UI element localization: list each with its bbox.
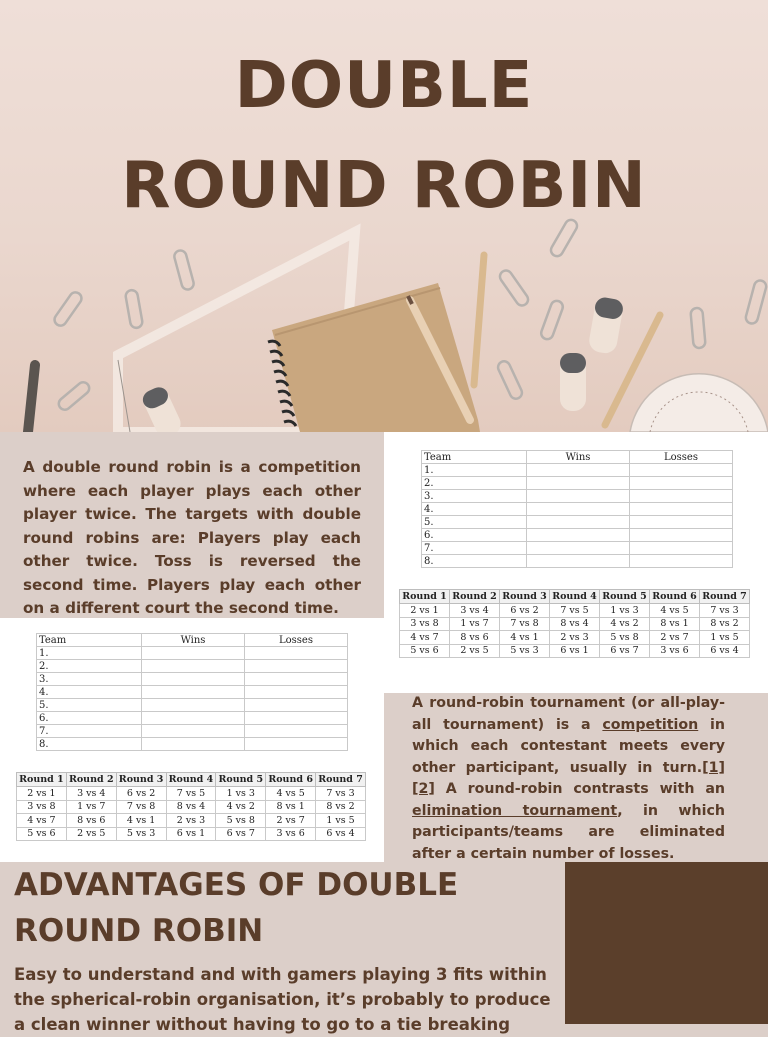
match-cell: 5 vs 3 — [116, 827, 166, 841]
match-cell: 8 vs 1 — [650, 617, 700, 631]
round-header: Round 4 — [550, 590, 600, 604]
title-line-1: DOUBLE — [234, 49, 534, 123]
page-title — [0, 36, 768, 236]
match-cell: 6 vs 1 — [550, 644, 600, 658]
match-cell: 1 vs 3 — [600, 604, 650, 618]
table-row — [422, 516, 733, 529]
pen-icon — [28, 365, 35, 432]
table-row — [17, 827, 366, 841]
brown-accent-block — [565, 862, 768, 1024]
tables-panel-left — [0, 618, 384, 862]
match-cell: 3 vs 8 — [17, 800, 67, 814]
match-cell: 8 vs 2 — [316, 800, 366, 814]
match-cell: 5 vs 8 — [600, 631, 650, 645]
table-row — [37, 660, 348, 673]
team-number: 6. — [37, 712, 142, 725]
table-row — [37, 686, 348, 699]
eraser-icon — [560, 353, 586, 411]
standings-header-wins: Wins — [142, 634, 245, 647]
competition-link[interactable]: competition — [602, 716, 699, 733]
match-cell: 4 vs 5 — [266, 787, 316, 801]
team-number: 8. — [422, 555, 527, 568]
match-cell: 2 vs 5 — [66, 827, 116, 841]
team-number: 4. — [422, 503, 527, 516]
text-span: , in which participants/teams are eliminated after a certain number of losses. — [412, 802, 725, 862]
team-number: 5. — [37, 699, 142, 712]
round-header: Round 1 — [17, 773, 67, 787]
round-header: Round 4 — [166, 773, 216, 787]
standings-header-wins: Wins — [527, 451, 630, 464]
team-number: 6. — [422, 529, 527, 542]
round-header: Round 7 — [316, 773, 366, 787]
match-cell: 8 vs 6 — [66, 814, 116, 828]
round-robin-panel — [384, 693, 768, 862]
match-cell: 6 vs 7 — [216, 827, 266, 841]
table-row — [17, 787, 366, 801]
table-row — [422, 555, 733, 568]
table-row — [37, 647, 348, 660]
match-cell: 5 vs 8 — [216, 814, 266, 828]
match-cell: 7 vs 5 — [550, 604, 600, 618]
round-header: Round 5 — [216, 773, 266, 787]
match-cell: 6 vs 1 — [166, 827, 216, 841]
table-row — [422, 529, 733, 542]
round-robin-text — [412, 693, 725, 865]
match-cell: 5 vs 6 — [17, 827, 67, 841]
match-cell: 3 vs 4 — [450, 604, 500, 618]
title-line-2: ROUND ROBIN — [121, 149, 647, 223]
match-cell: 4 vs 1 — [500, 631, 550, 645]
match-cell: 7 vs 3 — [316, 787, 366, 801]
match-cell: 5 vs 6 — [400, 644, 450, 658]
round-header: Round 1 — [400, 590, 450, 604]
table-row — [37, 712, 348, 725]
hero-banner — [0, 0, 768, 432]
table-row — [422, 490, 733, 503]
advantages-heading — [14, 862, 554, 954]
reference-link-2[interactable]: [2] — [412, 781, 435, 797]
elimination-tournament-link[interactable]: elimination tournament — [412, 802, 618, 819]
standings-header-losses: Losses — [630, 451, 733, 464]
table-row — [422, 477, 733, 490]
match-cell: 3 vs 6 — [650, 644, 700, 658]
team-number: 8. — [37, 738, 142, 751]
match-cell: 4 vs 5 — [650, 604, 700, 618]
match-cell: 6 vs 4 — [316, 827, 366, 841]
match-cell: 4 vs 1 — [116, 814, 166, 828]
protractor-icon — [630, 374, 768, 432]
round-header: Round 6 — [266, 773, 316, 787]
table-row — [400, 617, 750, 631]
team-number: 3. — [37, 673, 142, 686]
heading-line-2: ROUND ROBIN — [14, 913, 264, 949]
match-cell: 4 vs 7 — [400, 631, 450, 645]
standings-table — [421, 450, 733, 568]
intro-text: A double round robin is a competition where each player plays each other player twice. The targets with double round robins are: Players play each other twice. Toss is reversed the second time. Players play each other on a different court the second time. — [23, 458, 361, 617]
round-header: Round 3 — [116, 773, 166, 787]
table-row — [422, 503, 733, 516]
match-cell: 3 vs 4 — [66, 787, 116, 801]
table-row — [17, 814, 366, 828]
match-cell: 2 vs 3 — [550, 631, 600, 645]
standings-header-team: Team — [37, 634, 142, 647]
notebook-icon — [268, 283, 480, 432]
match-cell: 8 vs 2 — [700, 617, 750, 631]
match-cell: 6 vs 2 — [500, 604, 550, 618]
team-number: 5. — [422, 516, 527, 529]
round-header: Round 7 — [700, 590, 750, 604]
team-number: 3. — [422, 490, 527, 503]
match-cell: 8 vs 4 — [550, 617, 600, 631]
round-header: Round 2 — [450, 590, 500, 604]
team-number: 1. — [422, 464, 527, 477]
match-cell: 2 vs 3 — [166, 814, 216, 828]
match-cell: 8 vs 1 — [266, 800, 316, 814]
eraser-icon — [587, 296, 624, 355]
round-header: Round 2 — [66, 773, 116, 787]
table-row — [400, 604, 750, 618]
table-row — [37, 673, 348, 686]
match-cell: 2 vs 1 — [400, 604, 450, 618]
heading-line-1: ADVANTAGES OF DOUBLE — [14, 867, 459, 903]
standings-table — [36, 633, 348, 751]
pencil-icon — [474, 255, 484, 385]
match-cell: 7 vs 8 — [116, 800, 166, 814]
match-cell: 2 vs 7 — [266, 814, 316, 828]
advantages-section — [0, 862, 565, 1034]
advantages-text: Easy to understand and with gamers playing 3 fits within the spherical-robin organisation, it’s probably to produce a clean winner without having to go to a tie breaking — [14, 965, 551, 1034]
table-row — [37, 699, 348, 712]
schedule-table — [399, 589, 750, 658]
standings-header-team: Team — [422, 451, 527, 464]
table-row — [400, 644, 750, 658]
tables-panel-right — [384, 432, 768, 693]
match-cell: 8 vs 4 — [166, 800, 216, 814]
text-span: A round-robin contrasts with an — [434, 781, 725, 797]
match-cell: 1 vs 7 — [66, 800, 116, 814]
table-row — [37, 725, 348, 738]
round-header: Round 5 — [600, 590, 650, 604]
match-cell: 1 vs 5 — [316, 814, 366, 828]
team-number: 4. — [37, 686, 142, 699]
team-number: 2. — [37, 660, 142, 673]
table-row — [422, 542, 733, 555]
match-cell: 6 vs 4 — [700, 644, 750, 658]
match-cell: 1 vs 5 — [700, 631, 750, 645]
match-cell: 2 vs 5 — [450, 644, 500, 658]
match-cell: 6 vs 7 — [600, 644, 650, 658]
match-cell: 3 vs 8 — [400, 617, 450, 631]
team-number: 1. — [37, 647, 142, 660]
table-row — [17, 800, 366, 814]
match-cell: 7 vs 8 — [500, 617, 550, 631]
reference-link-1[interactable]: [1] — [702, 759, 725, 776]
table-row — [422, 464, 733, 477]
team-number: 7. — [37, 725, 142, 738]
text-span: in which each contestant meets every other participant, usually in turn. — [412, 716, 725, 776]
table-row — [400, 631, 750, 645]
team-number: 2. — [422, 477, 527, 490]
match-cell: 8 vs 6 — [450, 631, 500, 645]
round-header: Round 6 — [650, 590, 700, 604]
match-cell: 2 vs 7 — [650, 631, 700, 645]
schedule-table — [16, 772, 366, 841]
match-cell: 7 vs 5 — [166, 787, 216, 801]
match-cell: 4 vs 7 — [17, 814, 67, 828]
match-cell: 5 vs 3 — [500, 644, 550, 658]
match-cell: 1 vs 7 — [450, 617, 500, 631]
text-span: A round-robin tournament (or all-play-all tournament) is a — [412, 695, 725, 733]
round-header: Round 3 — [500, 590, 550, 604]
match-cell: 4 vs 2 — [600, 617, 650, 631]
match-cell: 7 vs 3 — [700, 604, 750, 618]
team-number: 7. — [422, 542, 527, 555]
match-cell: 3 vs 6 — [266, 827, 316, 841]
intro-panel — [0, 432, 384, 618]
match-cell: 1 vs 3 — [216, 787, 266, 801]
table-row — [37, 738, 348, 751]
match-cell: 4 vs 2 — [216, 800, 266, 814]
match-cell: 2 vs 1 — [17, 787, 67, 801]
match-cell: 6 vs 2 — [116, 787, 166, 801]
standings-header-losses: Losses — [245, 634, 348, 647]
